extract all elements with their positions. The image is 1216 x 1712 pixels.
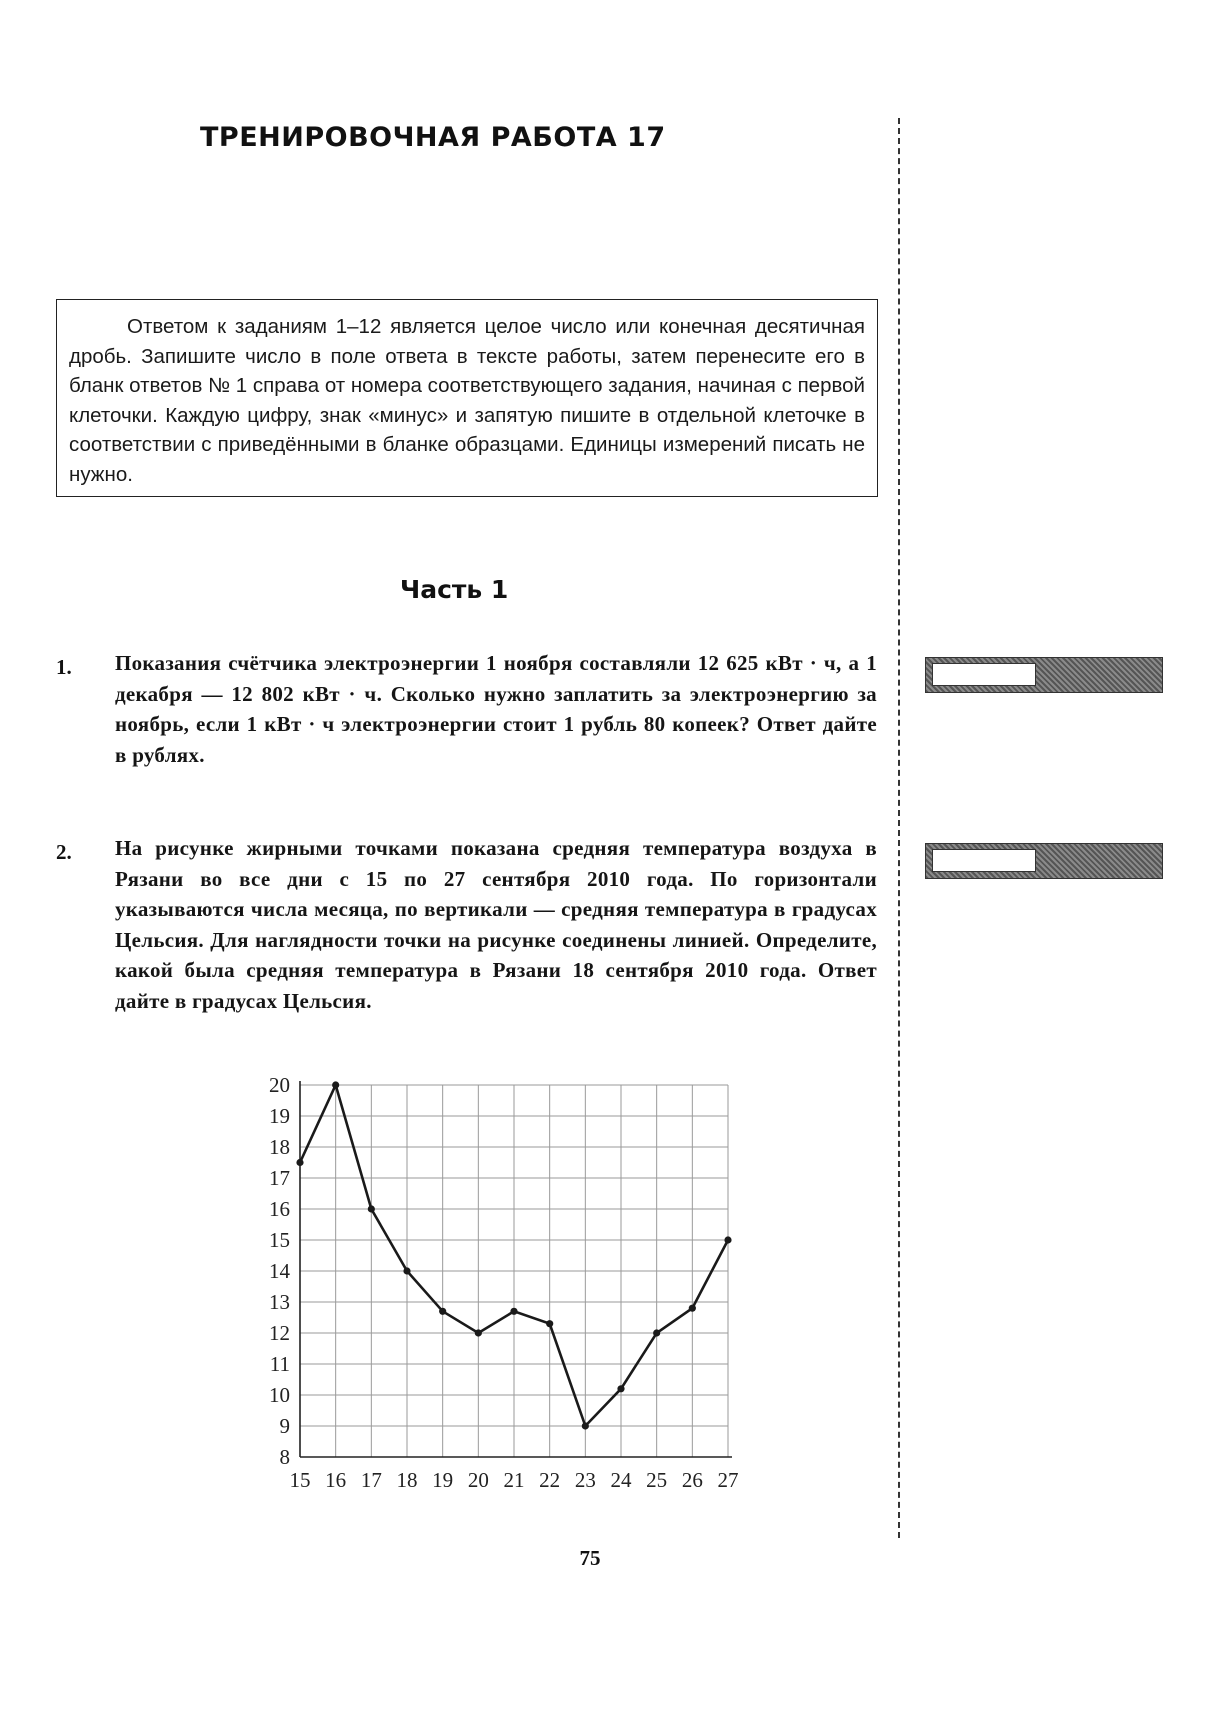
x-tick-label: 22	[539, 1468, 561, 1492]
data-point	[689, 1305, 696, 1312]
x-tick-label: 25	[646, 1468, 668, 1492]
data-point	[296, 1159, 303, 1166]
margin-cut-line	[898, 118, 900, 1538]
y-tick-label: 13	[269, 1290, 290, 1314]
y-tick-label: 20	[269, 1075, 290, 1097]
chart-axes	[300, 1081, 732, 1457]
y-tick-label: 18	[269, 1135, 290, 1159]
data-point	[368, 1205, 375, 1212]
page-title: ТРЕНИРОВОЧНАЯ РАБОТА 17	[200, 122, 666, 153]
y-tick-label: 17	[269, 1166, 290, 1190]
answer-input-task-1[interactable]	[932, 663, 1036, 686]
data-point	[546, 1320, 553, 1327]
data-point	[510, 1308, 517, 1315]
page-number: 75	[579, 1546, 601, 1570]
data-point	[582, 1422, 589, 1429]
data-point	[332, 1081, 339, 1088]
x-tick-label: 18	[396, 1468, 418, 1492]
y-tick-label: 19	[269, 1104, 290, 1128]
y-tick-label: 16	[269, 1197, 290, 1221]
x-tick-label: 16	[325, 1468, 347, 1492]
data-point	[403, 1267, 410, 1274]
part-title: Часть 1	[400, 575, 509, 604]
task-1-number: 1.	[56, 655, 72, 679]
y-tick-label: 14	[269, 1259, 290, 1283]
data-point	[724, 1236, 731, 1243]
x-tick-label: 21	[503, 1468, 525, 1492]
data-point	[439, 1308, 446, 1315]
data-point	[653, 1329, 660, 1336]
x-tick-label: 26	[681, 1468, 703, 1492]
x-tick-label: 24	[610, 1468, 632, 1492]
data-point	[617, 1385, 624, 1392]
x-tick-label: 23	[574, 1468, 596, 1492]
task-2-number: 2.	[56, 840, 72, 864]
answer-field-task-1[interactable]	[925, 657, 1163, 693]
y-tick-label: 9	[279, 1414, 290, 1438]
x-tick-labels	[290, 1468, 739, 1492]
task-2-text: На рисунке жирными точками показана средняя температура воздуха в Рязани во все дни с 15 по 27 сентября 2010 года. По горизонтали указываются числа месяца, по вертикали — средняя температура в градусах Цельсия. Для наглядности точки на рисунке соединены линией. Определите, какой была средняя температура в Рязани 18 сентября 2010 года. Ответ дайте в градусах Цельсия.	[115, 836, 877, 1013]
y-tick-label: 15	[269, 1228, 290, 1252]
x-tick-label: 20	[467, 1468, 489, 1492]
chart-grid	[300, 1085, 728, 1457]
y-tick-labels	[269, 1075, 291, 1469]
temperature-chart	[240, 1075, 760, 1515]
answer-input-task-2[interactable]	[932, 849, 1036, 872]
task-1-text: Показания счётчика электроэнергии 1 ноября составляли 12 625 кВт · ч, а 1 декабря — 12 802 кВт · ч. Сколько нужно заплатить за электроэнергию за ноябрь, если 1 кВт · ч электроэнергии стоит 1 рубль 80 копеек? Ответ дайте в рублях.	[115, 651, 877, 767]
answer-field-task-2[interactable]	[925, 843, 1163, 879]
y-tick-label: 10	[269, 1383, 290, 1407]
y-tick-label: 11	[269, 1352, 290, 1376]
instructions-box: Ответом к заданиям 1–12 является целое число или конечная десятичная дробь. Запишите число в поле ответа в тексте работы, затем перенесите его в бланк ответов № 1 справа от номера соответствующего задания, начиная с первой клеточки. Каждую цифру, знак «минус» и запятую пишите в отдельной клеточке в соответствии с приведёнными в бланке образцами. Единицы измерений писать не нужно.	[56, 299, 878, 497]
x-tick-label: 17	[360, 1468, 382, 1492]
data-point	[475, 1329, 482, 1336]
y-tick-label: 8	[279, 1445, 290, 1469]
x-tick-label: 19	[432, 1468, 454, 1492]
y-tick-label: 12	[269, 1321, 290, 1345]
x-tick-label: 15	[289, 1468, 311, 1492]
x-tick-label: 27	[717, 1468, 739, 1492]
